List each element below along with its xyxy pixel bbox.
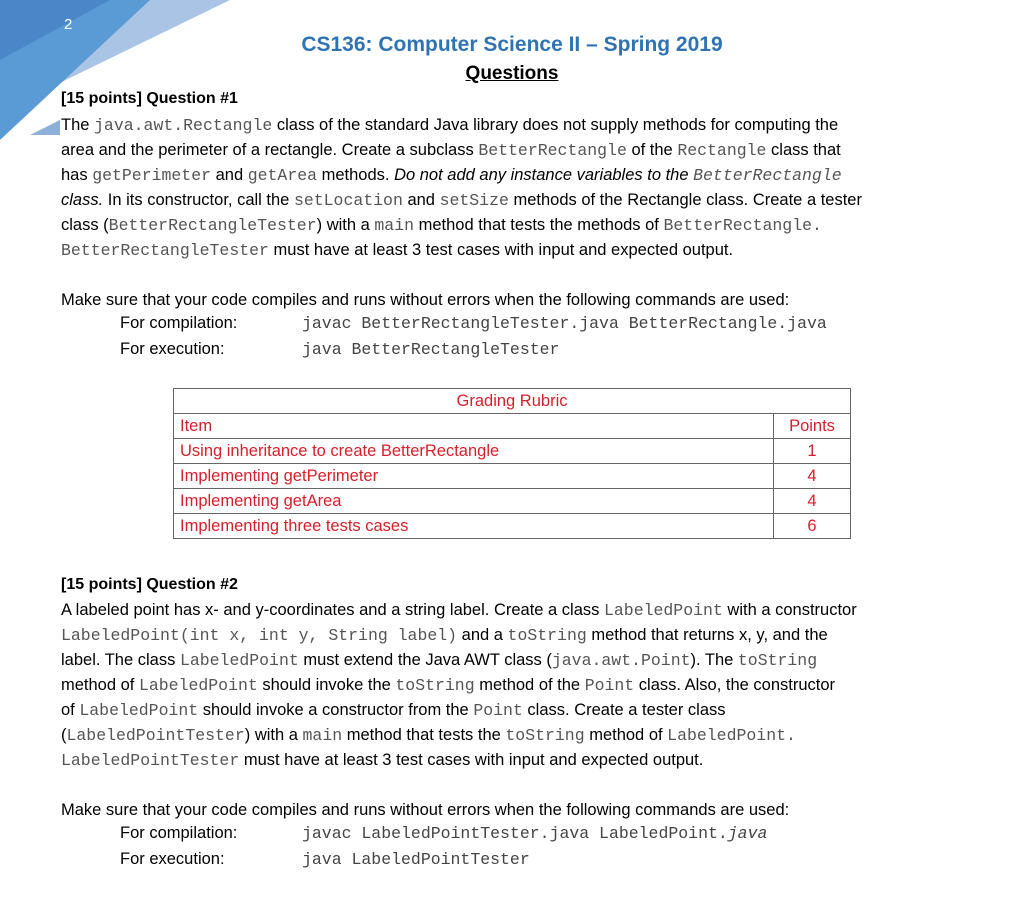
code-run: LabeledPoint (179, 651, 299, 670)
exec-label: For execution: (120, 850, 225, 868)
emphasis-run: class. (61, 191, 104, 209)
exec-command: java BetterRectangleTester (302, 340, 560, 359)
text-run: methods. (317, 166, 395, 184)
text-run: must have at least 3 test cases with input and expected output. (268, 241, 734, 259)
code-run: LabeledPoint (138, 676, 258, 695)
question-2-make-sure: Make sure that your code compiles and runs without errors when the following commands are used: (61, 801, 790, 819)
text-run: method that tests the (342, 726, 506, 744)
text-run: class. Create a tester class (522, 701, 726, 719)
text-run: methods of the Rectangle class. Create a tester (508, 191, 862, 209)
code-run: LabeledPoint(int x, int y, String label) (61, 626, 458, 645)
question-1-exec-row (120, 340, 559, 359)
question-1-line (61, 238, 964, 263)
text-run: method of (584, 726, 668, 744)
text-run: method that returns x, y, and the (586, 626, 828, 644)
rubric-item: Implementing getArea (174, 489, 774, 514)
compile-command: javac BetterRectangleTester.java BetterRectangle.java (302, 314, 827, 333)
code-run: toString (505, 726, 585, 745)
code-run: getPerimeter (92, 166, 212, 185)
question-1-heading: [15 points] Question #1 (61, 90, 238, 107)
code-run: main (374, 216, 414, 235)
code-run: BetterRectangleTester (61, 241, 269, 260)
table-row (174, 464, 851, 489)
rubric-points: 6 (774, 514, 851, 539)
question-1-compile-row (120, 314, 827, 333)
code-run: Point (584, 676, 635, 695)
text-run: and a (457, 626, 508, 644)
text-run: class of the standard Java library does not supply methods for computing the (272, 116, 839, 134)
code-run: LabeledPoint. (667, 726, 796, 745)
question-2-line (61, 648, 964, 673)
text-run: with a constructor (722, 601, 857, 619)
text-run: of (61, 701, 80, 719)
code-run: java.awt.Rectangle (94, 116, 273, 135)
text-run: ) with a (244, 726, 303, 744)
question-1-line (61, 163, 964, 188)
question-2-line (61, 698, 964, 723)
text-run: area and the perimeter of a rectangle. Create a subclass (61, 141, 479, 159)
question-2-compile-row (120, 824, 767, 843)
rubric-title: Grading Rubric (174, 389, 851, 414)
table-row (174, 439, 851, 464)
code-run: Rectangle (677, 141, 767, 160)
text-run: and (402, 191, 440, 209)
text-run: The (61, 116, 95, 134)
rubric-header-points: Points (774, 414, 851, 439)
rubric-item: Using inheritance to create BetterRectangle (174, 439, 774, 464)
code-run: toString (737, 651, 818, 670)
code-run: LabeledPointTester (66, 726, 245, 745)
exec-command: java LabeledPointTester (302, 850, 530, 869)
text-run: method that tests the methods of (414, 216, 664, 234)
compile-label: For compilation: (120, 824, 238, 842)
question-2-heading: [15 points] Question #2 (61, 576, 238, 593)
code-run: LabeledPoint (604, 601, 723, 620)
rubric-header-item: Item (174, 414, 774, 439)
code-run: BetterRectangle (478, 141, 627, 160)
question-2-line (61, 748, 964, 773)
grading-rubric-table (173, 388, 851, 539)
question-2-line (61, 673, 964, 698)
text-run: method of (61, 676, 139, 694)
rubric-item: Implementing getPerimeter (174, 464, 774, 489)
text-run: label. The class (61, 651, 180, 669)
code-run: toString (507, 626, 587, 645)
code-run: LabeledPointTester (61, 751, 240, 770)
code-run: java.awt.Point (551, 651, 691, 670)
text-run: of the (626, 141, 678, 159)
code-run: BetterRectangleTester (108, 216, 317, 235)
rubric-points: 4 (774, 489, 851, 514)
text-run: method of the (474, 676, 585, 694)
text-run: should invoke the (257, 676, 396, 694)
exec-label: For execution: (120, 340, 225, 358)
text-run: In its constructor, call the (103, 191, 294, 209)
code-run: LabeledPoint (79, 701, 199, 720)
table-row (174, 514, 851, 539)
code-run: main (302, 726, 343, 745)
question-1-line (61, 138, 964, 163)
text-run: class. Also, the constructor (634, 676, 836, 694)
code-run: setSize (439, 191, 509, 210)
question-2-line (61, 598, 964, 623)
question-2-body (61, 598, 964, 773)
rubric-points: 4 (774, 464, 851, 489)
question-1-line (61, 113, 964, 138)
page-number: 2 (64, 16, 73, 33)
text-run: ). The (690, 651, 738, 669)
code-run: toString (395, 676, 475, 695)
question-1-line (61, 213, 964, 238)
rubric-points: 1 (774, 439, 851, 464)
code-run: BetterRectangle. (663, 216, 822, 235)
text-run: ) with a (316, 216, 375, 234)
text-run: has (61, 166, 93, 184)
question-1-body (61, 113, 964, 263)
code-run: Point (473, 701, 523, 720)
page-subtitle: Questions (465, 63, 559, 84)
code-run: setLocation (293, 191, 403, 210)
question-1-make-sure: Make sure that your code compiles and runs without errors when the following commands are used: (61, 291, 790, 309)
compile-command-ext: java (727, 824, 768, 843)
text-run: A labeled point has x- and y-coordinates and a string label. Create a class (61, 601, 604, 619)
text-run: class that (766, 141, 841, 159)
question-2-line (61, 623, 964, 648)
rubric-item: Implementing three tests cases (174, 514, 774, 539)
text-run: must have at least 3 test cases with input and expected output. (239, 751, 704, 769)
compile-command: javac LabeledPointTester.java LabeledPoint. (302, 824, 728, 843)
question-1-line (61, 188, 964, 213)
code-run: getArea (247, 166, 318, 185)
question-2-exec-row (120, 850, 530, 869)
text-run: ( (61, 726, 67, 744)
table-row (174, 489, 851, 514)
text-run: and (211, 166, 248, 184)
text-run: must extend the Java AWT class ( (298, 651, 552, 669)
compile-label: For compilation: (120, 314, 238, 332)
emphasis-run: Do not add any instance variables to the (394, 166, 694, 184)
question-2-line (61, 723, 964, 748)
page-title: CS136: Computer Science II – Spring 2019 (301, 33, 723, 56)
text-run: class ( (61, 216, 109, 234)
text-run: should invoke a constructor from the (198, 701, 474, 719)
code-run: BetterRectangle (693, 166, 842, 185)
